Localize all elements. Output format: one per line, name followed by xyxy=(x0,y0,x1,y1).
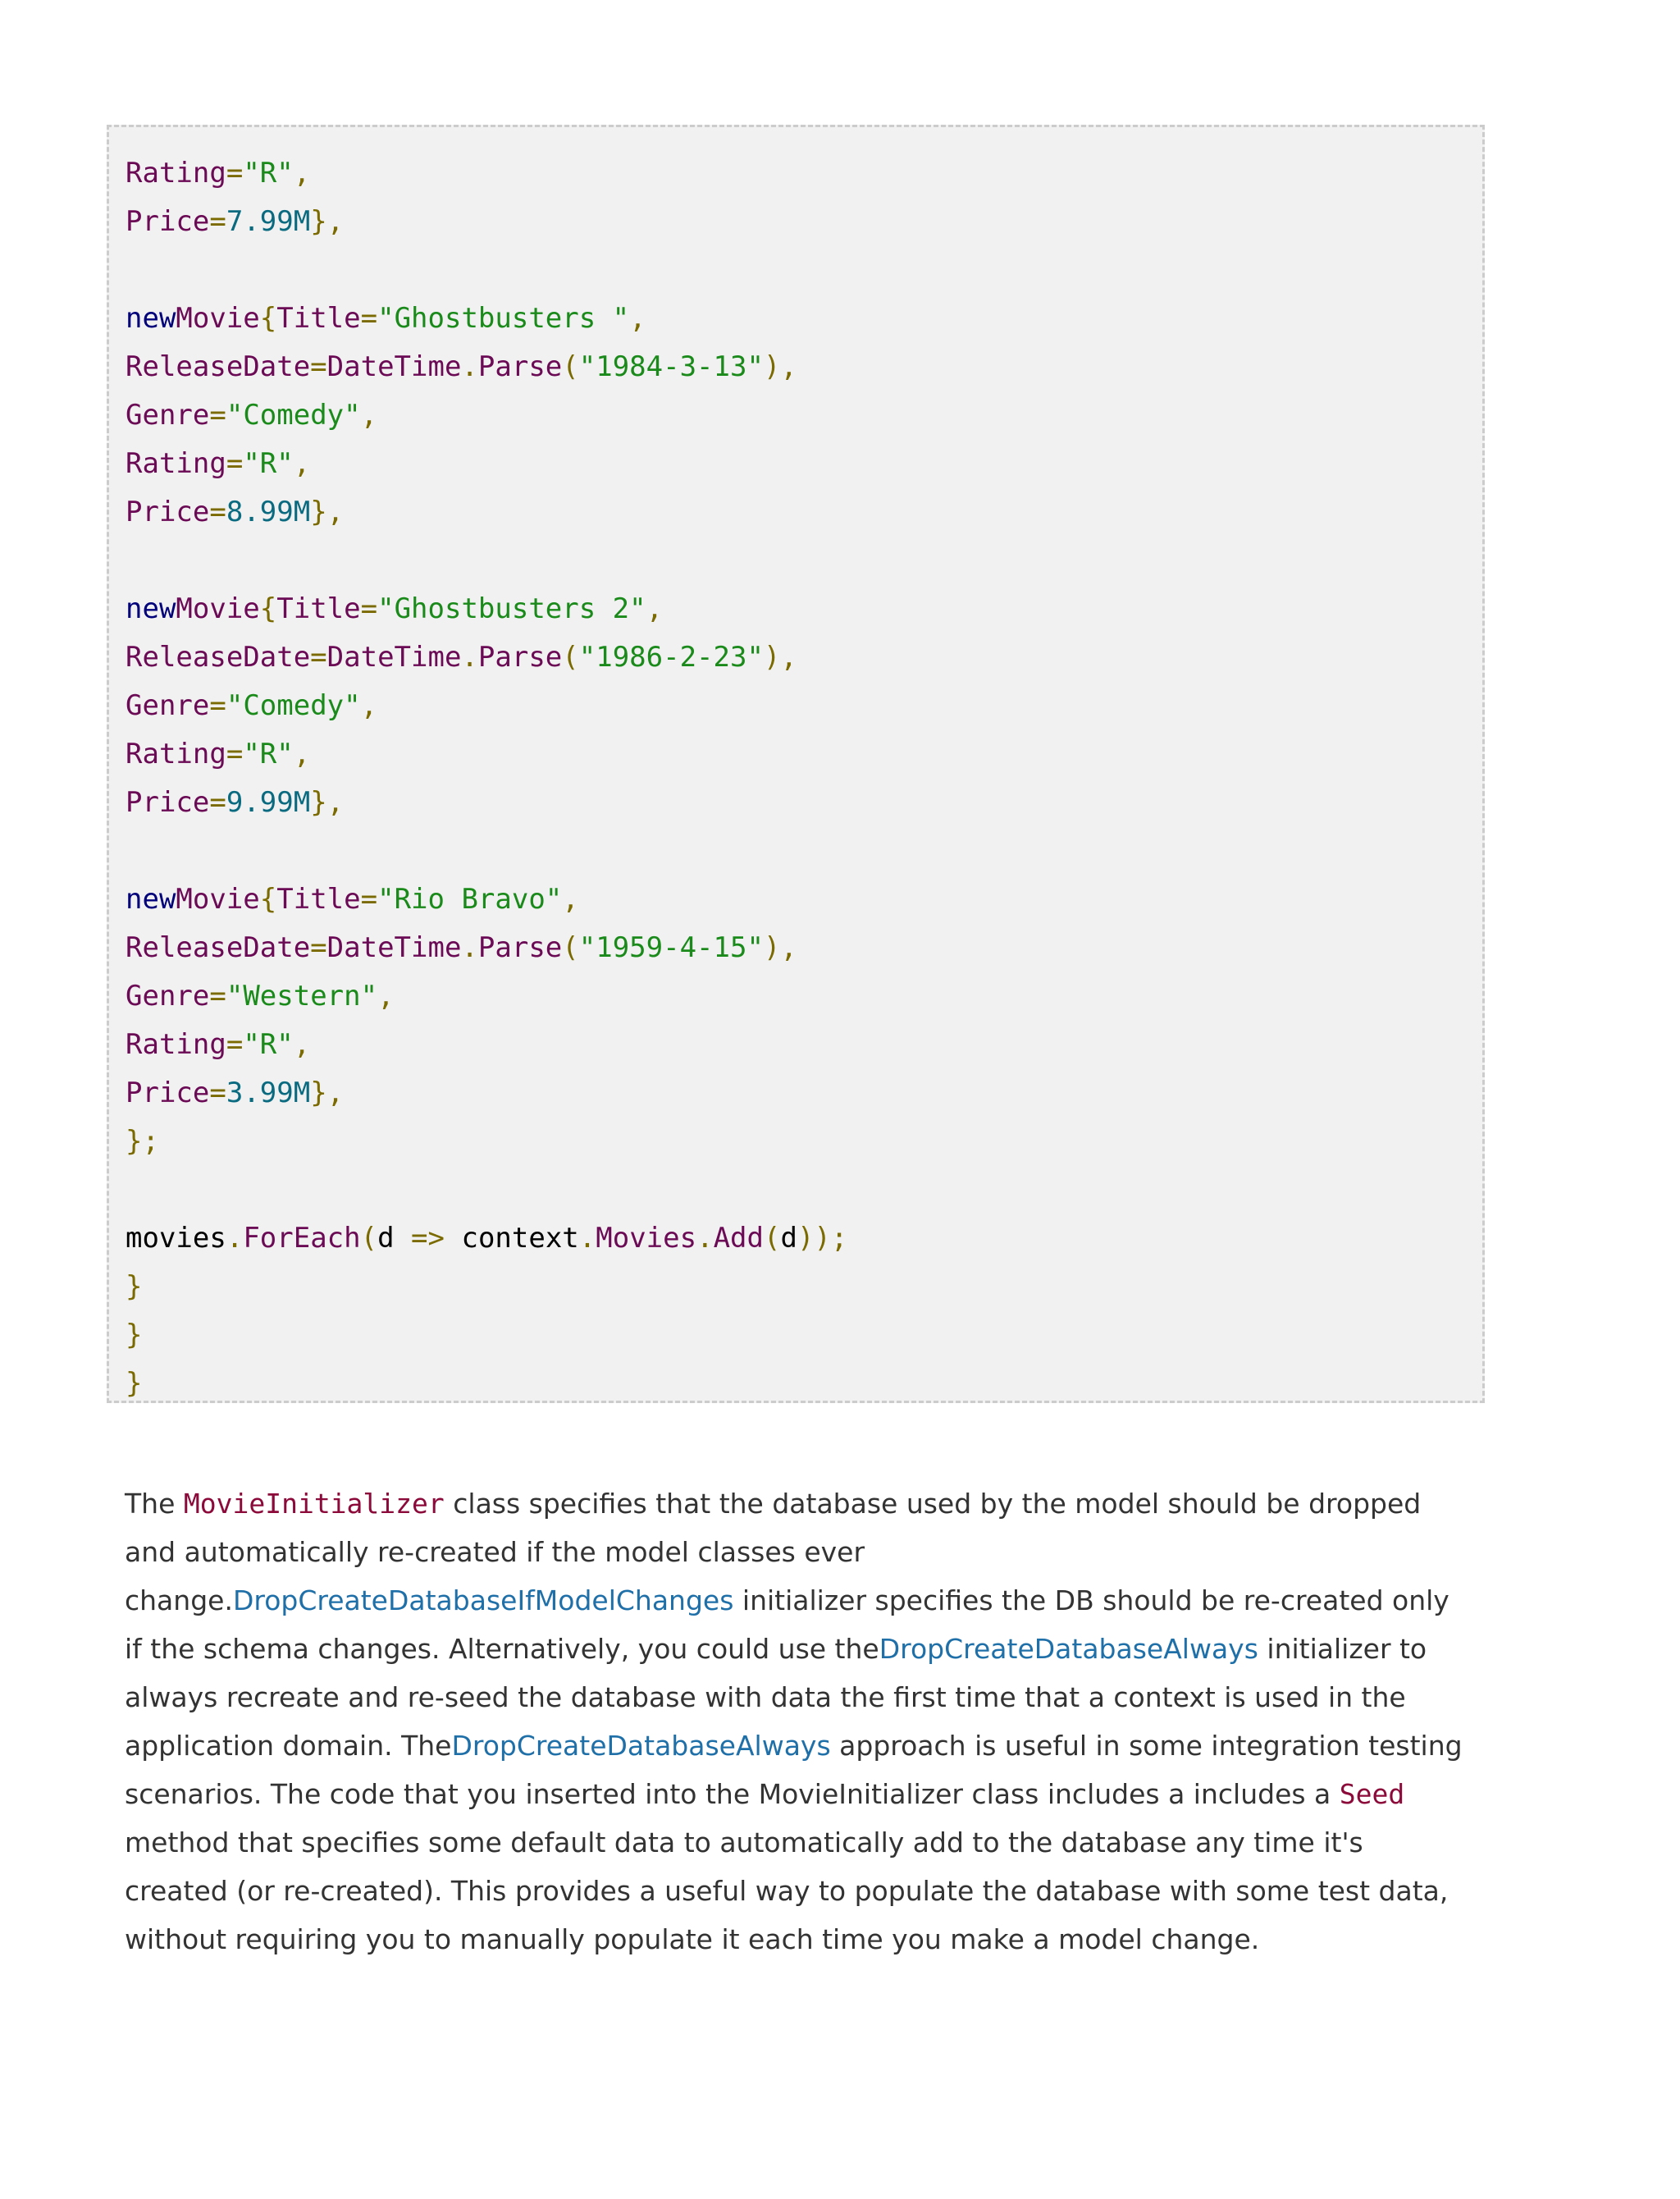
code-token: Genre xyxy=(126,399,210,432)
code-token: = xyxy=(226,1028,244,1061)
code-token: 3.99M xyxy=(226,1077,311,1109)
code-token: "1959-4-15" xyxy=(578,931,764,964)
code-token: "R" xyxy=(243,447,294,480)
code-token: Rating xyxy=(126,157,226,190)
code-token: = xyxy=(209,689,226,722)
code-token: , xyxy=(377,980,395,1013)
code-token: = xyxy=(226,157,244,190)
code-line xyxy=(126,1311,142,1360)
code-token: "Comedy" xyxy=(226,689,361,722)
code-token: { xyxy=(259,592,277,625)
code-token: = xyxy=(360,302,378,335)
code-token: , xyxy=(293,738,311,770)
code-line xyxy=(126,1118,159,1166)
code-token: . xyxy=(461,641,478,674)
code-token: . xyxy=(578,1222,596,1255)
code-token: = xyxy=(209,786,226,819)
code-token: }, xyxy=(310,1077,345,1109)
code-line xyxy=(126,1360,142,1408)
inline-code: Seed xyxy=(1339,1778,1405,1810)
code-token: = xyxy=(209,496,226,528)
code-token: Add xyxy=(713,1222,764,1255)
code-token: , xyxy=(293,157,311,190)
code-token: "Ghostbusters " xyxy=(377,302,630,335)
code-token: . xyxy=(696,1222,714,1255)
code-token: Rating xyxy=(126,738,226,770)
code-token: = xyxy=(226,447,244,480)
code-token: , xyxy=(562,883,579,916)
code-token: Movies xyxy=(596,1222,697,1255)
code-token: = xyxy=(209,980,226,1013)
code-token: new xyxy=(126,302,176,335)
code-token: new xyxy=(126,592,176,625)
code-token: Movie xyxy=(176,883,260,916)
code-token: "1986-2-23" xyxy=(578,641,764,674)
code-token: ReleaseDate xyxy=(126,350,311,383)
code-token: = xyxy=(360,883,378,916)
code-line xyxy=(126,391,377,440)
code-block xyxy=(107,125,1485,1403)
code-token: ( xyxy=(763,1222,781,1255)
doc-link[interactable]: DropCreateDatabaseIfModelChanges xyxy=(232,1584,734,1616)
code-token: Rating xyxy=(126,1028,226,1061)
code-token: Parse xyxy=(477,931,563,964)
paragraph-text: class specifies that the database used by the model should be dropped and automatically re-created if the model classes ever change. xyxy=(125,1488,1422,1616)
code-token: = xyxy=(310,350,327,383)
code-token: { xyxy=(259,302,277,335)
code-token: => xyxy=(411,1222,445,1255)
code-token: DateTime xyxy=(326,931,462,964)
code-token: }, xyxy=(310,496,345,528)
doc-link[interactable]: DropCreateDatabaseAlways xyxy=(451,1730,831,1762)
code-token: )); xyxy=(797,1222,848,1255)
code-token: Parse xyxy=(477,641,563,674)
code-line xyxy=(126,1069,344,1118)
code-token: 9.99M xyxy=(226,786,311,819)
code-token: = xyxy=(209,205,226,238)
code-token: "Comedy" xyxy=(226,399,361,432)
code-line xyxy=(126,633,797,682)
code-token: ( xyxy=(562,931,579,964)
code-token: "R" xyxy=(243,1028,294,1061)
code-token: . xyxy=(461,931,478,964)
code-token: } xyxy=(126,1367,143,1400)
code-token: "Western" xyxy=(226,980,378,1013)
code-token: ReleaseDate xyxy=(126,931,311,964)
code-token: , xyxy=(360,399,378,432)
code-line xyxy=(126,198,344,246)
code-token: ( xyxy=(360,1222,378,1255)
code-line xyxy=(126,585,663,633)
code-token: ReleaseDate xyxy=(126,641,311,674)
code-token: 7.99M xyxy=(226,205,311,238)
code-token: d xyxy=(377,1222,412,1255)
code-token: = xyxy=(360,592,378,625)
code-line xyxy=(126,1214,847,1263)
code-token: . xyxy=(461,350,478,383)
code-token: Genre xyxy=(126,980,210,1013)
code-token: , xyxy=(629,302,646,335)
code-line xyxy=(126,1263,142,1311)
code-token: }, xyxy=(310,786,345,819)
code-line xyxy=(126,875,579,924)
code-line xyxy=(126,779,344,827)
code-token: , xyxy=(360,689,378,722)
code-token: "1984-3-13" xyxy=(578,350,764,383)
code-token: ), xyxy=(763,641,797,674)
code-line xyxy=(126,972,395,1021)
code-token: , xyxy=(293,1028,311,1061)
paragraph-text: The xyxy=(125,1488,184,1520)
code-token: "Ghostbusters 2" xyxy=(377,592,646,625)
code-token: Price xyxy=(126,496,210,528)
code-token: { xyxy=(259,883,277,916)
code-line xyxy=(126,149,310,198)
code-token: Movie xyxy=(176,592,260,625)
code-token: = xyxy=(310,641,327,674)
code-token: Price xyxy=(126,205,210,238)
code-token: Rating xyxy=(126,447,226,480)
code-token: } xyxy=(126,1270,143,1303)
code-token: Title xyxy=(276,592,361,625)
code-token: } xyxy=(126,1319,143,1351)
code-token: context xyxy=(445,1222,579,1255)
paragraph-text: initializer to always recreate and re-seed the database with data the first time that a context is used in the application domain. The xyxy=(125,1633,1427,1762)
code-token: Title xyxy=(276,302,361,335)
paragraph-text: method that specifies some default data to automatically add to the database any time it's created (or re-created). This provides a useful way to populate the database with some test data, without requiring you to manually populate it each time you make a model change. xyxy=(125,1826,1449,1955)
code-line xyxy=(126,924,797,972)
body-paragraph xyxy=(125,1479,1470,1964)
code-line xyxy=(126,343,797,391)
code-token: Genre xyxy=(126,689,210,722)
code-token: Price xyxy=(126,1077,210,1109)
code-token: = xyxy=(209,399,226,432)
code-token: = xyxy=(226,738,244,770)
code-token: d xyxy=(780,1222,797,1255)
code-token: Parse xyxy=(477,350,563,383)
paragraph-text: initializer specifies the DB should be re-created only if the schema changes. Alternatively, you could use the xyxy=(125,1584,1449,1665)
code-token: movies xyxy=(126,1222,226,1255)
code-token: "R" xyxy=(243,157,294,190)
code-token: = xyxy=(310,931,327,964)
code-token: new xyxy=(126,883,176,916)
code-token: Movie xyxy=(176,302,260,335)
code-token: ForEach xyxy=(243,1222,361,1255)
code-token: Title xyxy=(276,883,361,916)
code-line xyxy=(126,682,377,730)
code-token: ( xyxy=(562,350,579,383)
code-token: "Rio Bravo" xyxy=(377,883,563,916)
code-line xyxy=(126,730,310,779)
doc-link[interactable]: DropCreateDatabaseAlways xyxy=(879,1633,1258,1665)
code-token: = xyxy=(209,1077,226,1109)
code-token: ( xyxy=(562,641,579,674)
code-token: 8.99M xyxy=(226,496,311,528)
code-token: Price xyxy=(126,786,210,819)
code-token: , xyxy=(646,592,664,625)
paragraph-text: approach is useful in some integration testing scenarios. The code that you inserted into the MovieInitializer class includes a includes a xyxy=(125,1730,1463,1810)
code-token: }; xyxy=(126,1125,159,1158)
code-token: }, xyxy=(310,205,345,238)
code-line xyxy=(126,1021,310,1069)
code-token: . xyxy=(226,1222,244,1255)
code-line xyxy=(126,440,310,488)
code-line xyxy=(126,488,344,537)
code-token: DateTime xyxy=(326,350,462,383)
code-token: "R" xyxy=(243,738,294,770)
code-token: DateTime xyxy=(326,641,462,674)
code-line xyxy=(126,295,646,343)
inline-code: MovieInitializer xyxy=(183,1488,445,1520)
code-token: ), xyxy=(763,350,797,383)
code-token: ), xyxy=(763,931,797,964)
code-token: , xyxy=(293,447,311,480)
